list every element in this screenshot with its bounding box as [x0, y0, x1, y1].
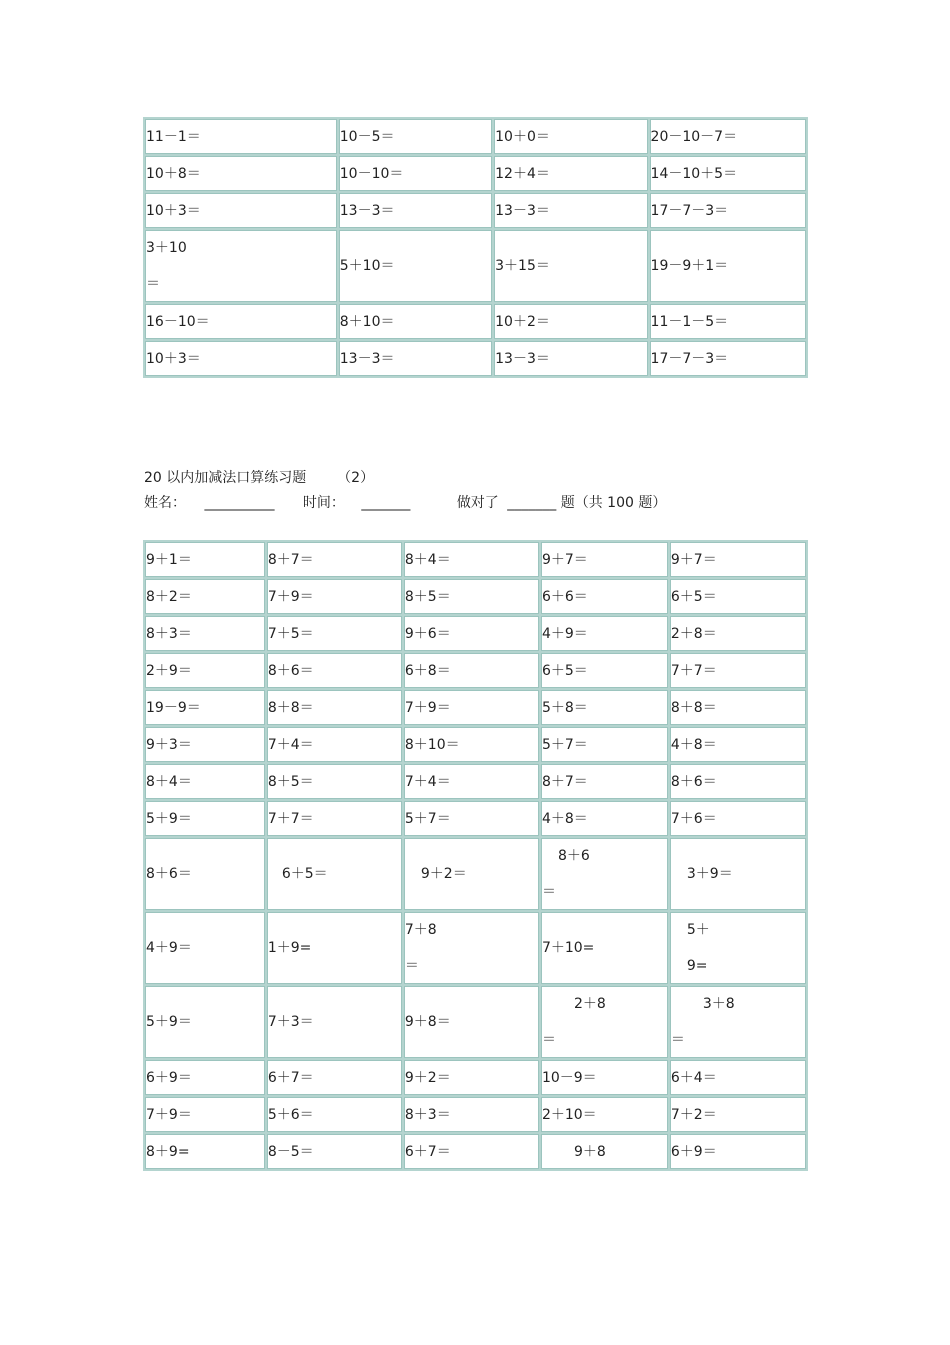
problem-text: 6＋8＝ — [404, 662, 451, 679]
problem-text: 6＋4＝ — [670, 1069, 717, 1086]
problem-text: 8＋5＝ — [404, 588, 451, 605]
problem-text: 2＋10＝ — [541, 1106, 597, 1123]
problem-cell — [541, 764, 668, 799]
title-text: 20 以内加减法口算练习题 — [144, 470, 307, 486]
problem-cell — [670, 727, 806, 762]
problem-text: 6＋7＝ — [404, 1143, 451, 1160]
problem-cell — [404, 764, 539, 799]
problem-text: 17－7－3＝ — [650, 202, 729, 219]
problem-cell — [670, 653, 806, 688]
problem-cell — [267, 801, 402, 836]
problem-text: 8＋6＝ — [146, 866, 192, 882]
problem-text: 7＋4＝ — [267, 736, 314, 753]
problem-cell — [670, 764, 806, 799]
table-row — [145, 1097, 806, 1132]
problem-cell — [145, 838, 265, 910]
problem-cell — [650, 304, 806, 339]
problem-text: 10＋8＝ — [146, 165, 201, 182]
problem-cell — [670, 986, 806, 1058]
problem-text: 8＋10＝ — [404, 736, 460, 753]
problem-cell — [145, 1060, 265, 1095]
problem-cell — [494, 119, 647, 154]
problem-text: 10＋3＝ — [146, 202, 201, 219]
problem-cell — [541, 727, 668, 762]
correct-suffix: 题（共 100 题） — [560, 495, 667, 511]
problem-cell — [650, 230, 806, 302]
problem-cell — [670, 838, 806, 910]
problem-cell — [494, 304, 647, 339]
problem-cell — [267, 690, 402, 725]
problem-cell — [267, 1134, 402, 1169]
problem-cell — [541, 579, 668, 614]
table-row — [145, 193, 806, 228]
problem-cell — [145, 912, 265, 984]
problem-text: 9= — [686, 958, 708, 974]
problem-text: 7＋9＝ — [146, 1106, 192, 1123]
table-row — [145, 912, 806, 984]
problem-text: 2＋8 — [573, 996, 606, 1012]
problem-text: 12＋4＝ — [495, 165, 550, 182]
problem-cell — [494, 193, 647, 228]
problem-cell — [670, 801, 806, 836]
problem-text: 8＋5＝ — [267, 773, 314, 790]
problem-text: 7＋9＝ — [267, 588, 314, 605]
problem-text: 7＋6＝ — [670, 810, 717, 827]
problem-cell — [541, 1060, 668, 1095]
problem-text: 10－5＝ — [339, 128, 395, 145]
problem-text: 11－1＝ — [146, 128, 201, 145]
worksheet-table-1 — [143, 117, 808, 378]
problem-text: 8＋6 — [557, 848, 590, 864]
problem-text: 11－1－5＝ — [650, 313, 729, 330]
problem-cell — [541, 542, 668, 577]
problem-text: 5＋9＝ — [146, 1014, 192, 1030]
name-label: 姓名： — [144, 495, 186, 511]
problem-cell — [267, 579, 402, 614]
table-row — [145, 341, 806, 376]
table-row — [145, 304, 806, 339]
problem-text: 9＋6＝ — [404, 625, 451, 642]
problem-text: 8＋8＝ — [267, 699, 314, 716]
worksheet-title — [144, 467, 374, 487]
problem-cell — [145, 193, 337, 228]
problem-text: 10＋2＝ — [495, 313, 550, 330]
problem-cell — [339, 230, 492, 302]
problem-cell — [145, 579, 265, 614]
time-blank: _______ — [361, 495, 411, 511]
problem-text: 8＋2＝ — [146, 588, 192, 605]
problem-text: 7＋8 — [404, 922, 437, 938]
problem-cell — [670, 1134, 806, 1169]
problem-text: 7＋5＝ — [267, 625, 314, 642]
problem-cell — [650, 341, 806, 376]
problem-cell — [145, 156, 337, 191]
problem-text: 5＋6＝ — [267, 1106, 314, 1123]
table-row — [145, 579, 806, 614]
problem-text: 5＋ — [686, 922, 710, 938]
problem-text: ＝ — [541, 884, 556, 900]
problem-cell — [670, 542, 806, 577]
table-row — [145, 801, 806, 836]
problem-text: 9＋1＝ — [146, 551, 192, 568]
problem-cell — [267, 653, 402, 688]
problem-cell — [404, 727, 539, 762]
problem-text: 6＋9＝ — [146, 1069, 192, 1086]
problem-cell — [404, 1060, 539, 1095]
problem-text: 7＋2＝ — [670, 1106, 717, 1123]
problem-text: 10－9＝ — [541, 1069, 597, 1086]
problem-text: 1＋9= — [267, 940, 312, 956]
table-row — [145, 1060, 806, 1095]
problem-text: 8＋6＝ — [267, 662, 314, 679]
problem-cell — [541, 986, 668, 1058]
correct-prefix: 做对了 — [456, 495, 499, 511]
problem-cell — [650, 156, 806, 191]
problem-cell — [541, 1134, 668, 1169]
problem-cell — [267, 616, 402, 651]
table-row — [145, 1134, 806, 1169]
problem-cell — [267, 912, 402, 984]
problem-cell — [145, 1097, 265, 1132]
problem-cell — [404, 1134, 539, 1169]
problem-cell — [145, 727, 265, 762]
problem-text: 6＋9＝ — [670, 1143, 717, 1160]
problem-cell — [541, 1097, 668, 1132]
problem-text: 5＋10＝ — [339, 258, 395, 274]
problem-cell — [670, 1097, 806, 1132]
problem-cell — [145, 542, 265, 577]
problem-text: ＝ — [404, 958, 419, 974]
problem-cell — [650, 193, 806, 228]
problem-cell — [145, 616, 265, 651]
problem-cell — [494, 156, 647, 191]
problem-cell — [404, 912, 539, 984]
table-row — [145, 838, 806, 910]
time-label: 时间： — [302, 495, 345, 511]
problem-text: 9＋8＝ — [404, 1014, 451, 1030]
problem-text: 17－7－3＝ — [650, 350, 729, 367]
problem-cell — [494, 230, 647, 302]
problem-text: 9＋3＝ — [146, 736, 192, 753]
problem-cell — [267, 764, 402, 799]
problem-text: 9＋7＝ — [670, 551, 717, 568]
problem-text: 3＋10 — [146, 240, 187, 256]
problem-text: 7＋7＝ — [670, 662, 717, 679]
problem-text: 2＋9＝ — [146, 662, 192, 679]
problem-cell — [267, 1060, 402, 1095]
problem-text: 5＋8＝ — [541, 699, 588, 716]
problem-cell — [670, 690, 806, 725]
problem-text: 14－10＋5＝ — [650, 165, 738, 182]
problem-text: 8＋9= — [146, 1143, 190, 1160]
problem-text: 8－5＝ — [267, 1143, 314, 1160]
problem-cell — [670, 616, 806, 651]
problem-text: 5＋7＝ — [404, 810, 451, 827]
problem-cell — [339, 341, 492, 376]
problem-text: 6＋7＝ — [267, 1069, 314, 1086]
problem-cell — [404, 1097, 539, 1132]
problem-cell — [541, 690, 668, 725]
problem-text: 8＋7＝ — [267, 551, 314, 568]
problem-cell — [541, 912, 668, 984]
table-row — [145, 119, 806, 154]
table-row — [145, 230, 806, 302]
name-blank: __________ — [204, 495, 275, 511]
problem-text: 10＋0＝ — [495, 128, 550, 145]
problem-cell — [541, 801, 668, 836]
problem-text: 10＋3＝ — [146, 350, 201, 367]
problem-text: 8＋10＝ — [339, 313, 395, 330]
problem-cell — [145, 230, 337, 302]
problem-text: 9＋2＝ — [404, 1069, 451, 1086]
problem-text: 4＋9＝ — [541, 625, 588, 642]
problem-text: 9＋2＝ — [420, 866, 467, 882]
student-info-line — [144, 492, 666, 512]
problem-text: 3＋8 — [702, 996, 735, 1012]
problem-cell — [145, 653, 265, 688]
problem-cell — [145, 304, 337, 339]
problem-text: 16－10＝ — [146, 313, 210, 330]
problem-text: 3＋15＝ — [495, 258, 550, 274]
problem-cell — [267, 838, 402, 910]
problem-cell — [145, 690, 265, 725]
problem-text: 7＋4＝ — [404, 773, 451, 790]
table-row — [145, 986, 806, 1058]
problem-cell — [404, 542, 539, 577]
problem-text: 7＋10= — [541, 940, 595, 956]
correct-blank: _______ — [507, 495, 557, 511]
problem-text: 4＋8＝ — [670, 736, 717, 753]
problem-text: 7＋7＝ — [267, 810, 314, 827]
problem-text: 5＋9＝ — [146, 810, 192, 827]
problem-text: 9＋8 — [573, 1143, 606, 1160]
problem-text: 8＋4＝ — [404, 551, 451, 568]
problem-cell — [145, 764, 265, 799]
problem-cell — [404, 838, 539, 910]
problem-text: 9＋7＝ — [541, 551, 588, 568]
problem-cell — [145, 1134, 265, 1169]
problem-cell — [339, 304, 492, 339]
problem-text: 4＋9＝ — [146, 940, 192, 956]
table-row — [145, 542, 806, 577]
problem-text: 20－10－7＝ — [650, 128, 738, 145]
problem-cell — [404, 986, 539, 1058]
problem-text: 6＋5＝ — [541, 662, 588, 679]
problem-text: 19－9＝ — [146, 699, 201, 716]
problem-cell — [404, 690, 539, 725]
problem-text: 8＋6＝ — [670, 773, 717, 790]
problem-text: 6＋5＝ — [281, 866, 328, 882]
table-row — [145, 727, 806, 762]
table-row — [145, 653, 806, 688]
problem-text: 8＋7＝ — [541, 773, 588, 790]
problem-text: 8＋8＝ — [670, 699, 717, 716]
problem-text: 2＋8＝ — [670, 625, 717, 642]
problem-text: 13－3＝ — [339, 350, 395, 367]
problem-text: 3＋9＝ — [686, 866, 733, 882]
problem-cell — [404, 616, 539, 651]
problem-text: 6＋5＝ — [670, 588, 717, 605]
problem-text: ＝ — [146, 276, 160, 292]
problem-text: 19－9＋1＝ — [650, 258, 729, 274]
problem-text: 13－3＝ — [339, 202, 395, 219]
table-row — [145, 690, 806, 725]
problem-text: 8＋3＝ — [146, 625, 192, 642]
worksheet-table-2 — [143, 540, 808, 1171]
problem-cell — [339, 119, 492, 154]
problem-text: ＝ — [670, 1032, 685, 1048]
problem-text: 13－3＝ — [495, 202, 550, 219]
problem-cell — [267, 986, 402, 1058]
problem-cell — [670, 1060, 806, 1095]
problem-text: 13－3＝ — [495, 350, 550, 367]
table-row — [145, 156, 806, 191]
problem-text: 7＋9＝ — [404, 699, 451, 716]
problem-text: 8＋3＝ — [404, 1106, 451, 1123]
problem-cell — [541, 616, 668, 651]
problem-cell — [404, 801, 539, 836]
problem-text: 6＋6＝ — [541, 588, 588, 605]
problem-cell — [267, 1097, 402, 1132]
problem-text: 8＋4＝ — [146, 773, 192, 790]
problem-cell — [404, 579, 539, 614]
title-number: （2） — [337, 470, 375, 486]
problem-cell — [145, 341, 337, 376]
problem-text: 7＋3＝ — [267, 1014, 314, 1030]
problem-cell — [494, 341, 647, 376]
problem-cell — [670, 579, 806, 614]
problem-cell — [339, 193, 492, 228]
problem-cell — [267, 727, 402, 762]
problem-cell — [541, 838, 668, 910]
problem-cell — [145, 801, 265, 836]
problem-cell — [145, 119, 337, 154]
problem-cell — [339, 156, 492, 191]
problem-text: ＝ — [541, 1032, 556, 1048]
problem-cell — [670, 912, 806, 984]
table-row — [145, 616, 806, 651]
problem-cell — [541, 653, 668, 688]
problem-cell — [267, 542, 402, 577]
problem-text: 5＋7＝ — [541, 736, 588, 753]
problem-cell — [404, 653, 539, 688]
problem-text: 10－10＝ — [339, 165, 404, 182]
table-row — [145, 764, 806, 799]
problem-cell — [650, 119, 806, 154]
problem-text: 4＋8＝ — [541, 810, 588, 827]
problem-cell — [145, 986, 265, 1058]
